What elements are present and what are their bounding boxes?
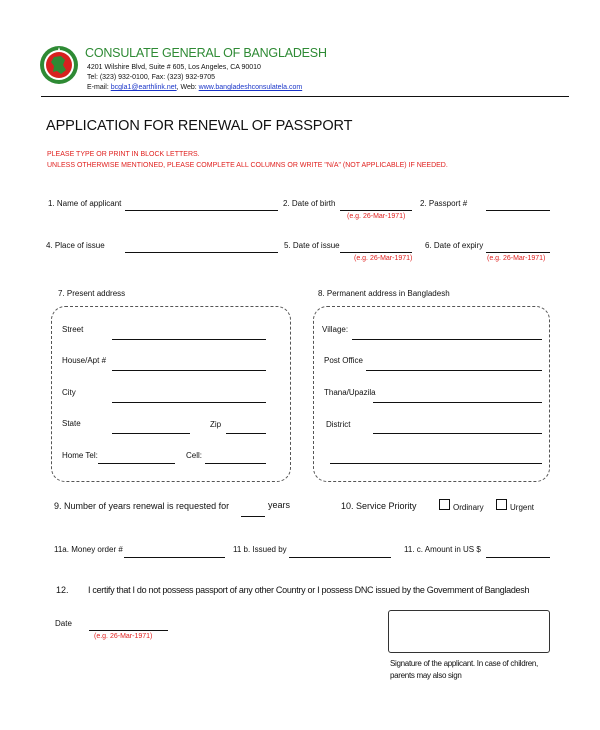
- years-label: years: [268, 500, 291, 510]
- web-label: , Web:: [176, 84, 197, 91]
- issued-by-label: 11 b. Issued by: [233, 545, 287, 554]
- cell-label: Cell:: [186, 451, 203, 460]
- date-of-birth-hint: (e.g. 26-Mar-1971): [347, 213, 406, 220]
- place-of-issue-field[interactable]: [125, 252, 278, 253]
- village-field[interactable]: [352, 339, 542, 340]
- web-link[interactable]: www.bangladeshconsulatela.com: [198, 84, 303, 91]
- email-link[interactable]: bcgla1@earthlink.net: [110, 84, 177, 91]
- form-title: APPLICATION FOR RENEWAL OF PASSPORT: [46, 118, 353, 134]
- urgent-label: Urgent: [510, 503, 535, 512]
- date-label: Date: [55, 619, 72, 628]
- date-of-birth-field[interactable]: [340, 210, 412, 211]
- org-contact: [87, 84, 302, 91]
- instruction-line-1: PLEASE TYPE OR PRINT IN BLOCK LETTERS.: [47, 151, 200, 158]
- passport-number-field[interactable]: [486, 210, 550, 211]
- cell-field[interactable]: [205, 463, 266, 464]
- org-name: CONSULATE GENERAL OF BANGLADESH: [85, 46, 327, 60]
- certify-date-field[interactable]: [89, 630, 168, 631]
- state-label: State: [62, 419, 81, 428]
- thana-field[interactable]: [373, 402, 542, 403]
- org-address: 4201 Wilshire Blvd, Suite # 605, Los Angeles, CA 90010: [87, 64, 261, 71]
- home-tel-label: Home Tel:: [62, 451, 98, 460]
- permanent-extra-field[interactable]: [330, 463, 542, 464]
- date-of-issue-label: 5. Date of issue: [284, 241, 340, 250]
- ordinary-label: Ordinary: [453, 503, 484, 512]
- urgent-checkbox[interactable]: [496, 499, 507, 510]
- present-address-title: 7. Present address: [58, 289, 126, 298]
- date-of-expiry-hint: (e.g. 26-Mar-1971): [487, 255, 546, 262]
- city-field[interactable]: [112, 402, 266, 403]
- house-apt-label: House/Apt #: [62, 356, 107, 365]
- post-office-field[interactable]: [366, 370, 542, 371]
- org-phone-fax: Tel: (323) 932-0100, Fax: (323) 932-9705: [87, 74, 216, 81]
- date-of-issue-field[interactable]: [340, 252, 412, 253]
- home-tel-field[interactable]: [98, 463, 175, 464]
- consulate-seal-icon: [39, 44, 79, 86]
- certify-text: I certify that I do not possess passport of any other Country or I possess DNC issued by the Government of Bangladesh: [88, 585, 530, 595]
- signature-box[interactable]: [388, 610, 550, 653]
- district-field[interactable]: [373, 433, 542, 434]
- post-office-label: Post Office: [324, 356, 363, 365]
- issued-by-field[interactable]: [289, 557, 391, 558]
- amount-field[interactable]: [486, 557, 550, 558]
- village-label: Village:: [322, 325, 349, 334]
- district-label: District: [326, 420, 351, 429]
- money-order-label: 11a. Money order #: [54, 545, 123, 554]
- certify-number: 12.: [56, 585, 69, 595]
- street-field[interactable]: [112, 339, 266, 340]
- signature-label-line2: parents may also sign: [390, 671, 462, 680]
- ordinary-checkbox[interactable]: [439, 499, 450, 510]
- renewal-years-label: 9. Number of years renewal is requested for: [54, 501, 230, 511]
- thana-label: Thana/Upazila: [324, 388, 376, 397]
- service-priority-label: 10. Service Priority: [341, 501, 417, 511]
- house-apt-field[interactable]: [112, 370, 266, 371]
- name-of-applicant-label: 1. Name of applicant: [48, 199, 122, 208]
- amount-label: 11. c. Amount in US $: [404, 545, 481, 554]
- passport-number-label: 2. Passport #: [420, 199, 468, 208]
- signature-label-line1: Signature of the applicant. In case of children,: [390, 659, 538, 668]
- name-of-applicant-field[interactable]: [125, 210, 278, 211]
- email-label: E-mail:: [87, 84, 109, 91]
- date-of-issue-hint: (e.g. 26-Mar-1971): [354, 255, 413, 262]
- state-field[interactable]: [112, 433, 190, 434]
- date-of-expiry-field[interactable]: [486, 252, 550, 253]
- zip-label: Zip: [210, 420, 222, 429]
- street-label: Street: [62, 325, 84, 334]
- date-of-birth-label: 2. Date of birth: [283, 199, 336, 208]
- header-divider: [41, 96, 569, 97]
- money-order-field[interactable]: [124, 557, 225, 558]
- certify-date-hint: (e.g. 26-Mar-1971): [94, 633, 153, 640]
- city-label: City: [62, 388, 76, 397]
- instruction-line-2: UNLESS OTHERWISE MENTIONED, PLEASE COMPLETE ALL COLUMNS OR WRITE "N/A" (NOT APPLICABLE) IF NEEDED.: [47, 162, 448, 169]
- zip-field[interactable]: [226, 433, 266, 434]
- renewal-years-field[interactable]: [241, 516, 265, 517]
- place-of-issue-label: 4. Place of issue: [46, 241, 105, 250]
- date-of-expiry-label: 6. Date of expiry: [425, 241, 484, 250]
- permanent-address-title: 8. Permanent address in Bangladesh: [318, 289, 450, 298]
